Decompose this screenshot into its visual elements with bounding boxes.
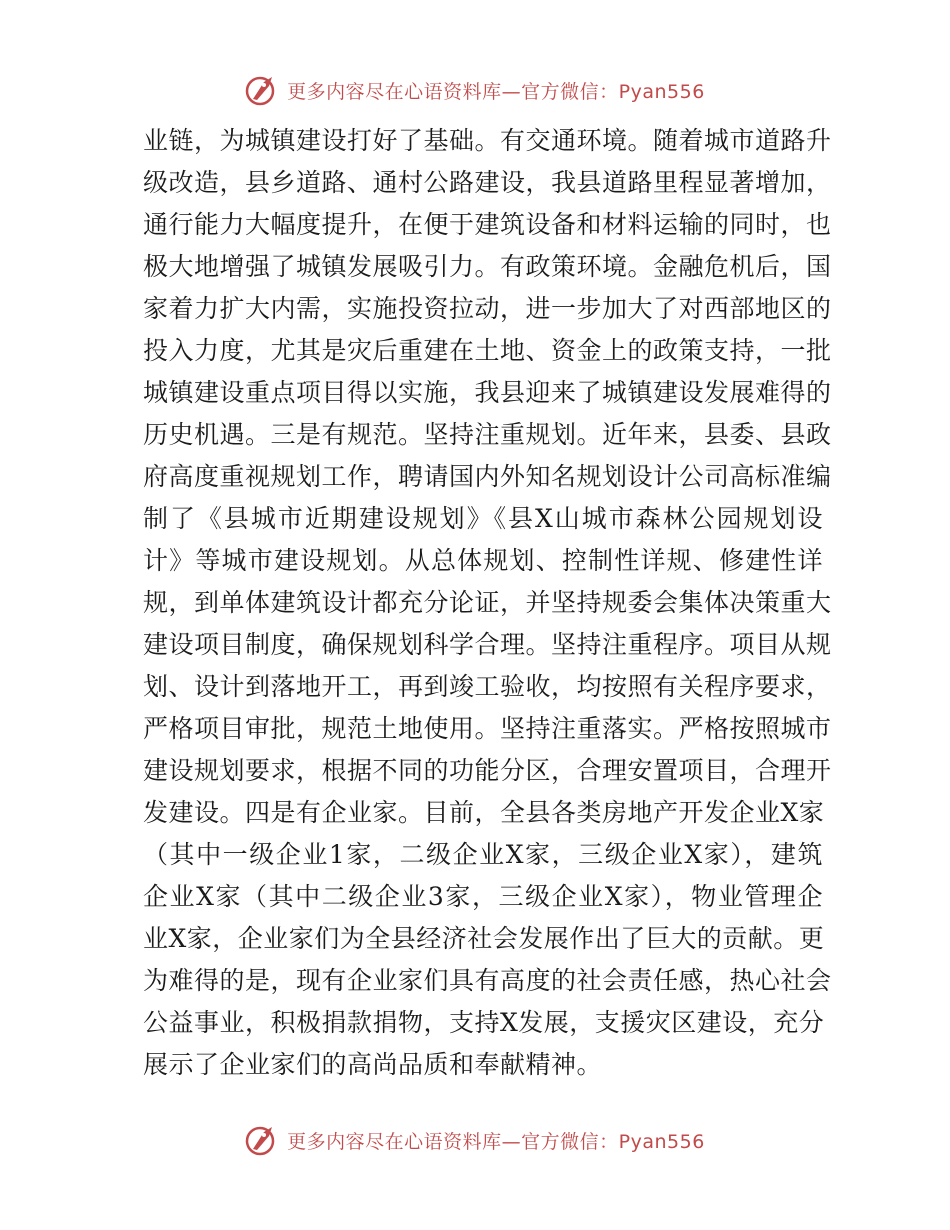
header-banner-text: 更多内容尽在心语资料库—官方微信：Pyan556 [287, 80, 705, 103]
body-line: 通行能力大幅度提升，在便于建筑设备和材料运输的同时，也 [143, 210, 832, 239]
body-line: 划、设计到落地开工，再到竣工验收，均按照有关程序要求， [143, 672, 832, 701]
body-line: 计》等城市建设规划。从总体规划、控制性详规、修建性详 [143, 546, 823, 575]
body-line: 制了《县城市近期建设规划》《县X山城市森林公园规划设 [143, 504, 823, 533]
body-line: 公益事业，积极捐款捐物，支持X发展，支援灾区建设，充分 [143, 1008, 825, 1037]
body-line: 规，到单体建筑设计都充分论证，并坚持规委会集体决策重大 [143, 588, 832, 617]
pen-nib-logo-icon [245, 73, 279, 107]
body-line: 发建设。四是有企业家。目前，全县各类房地产开发企业X家 [143, 798, 825, 827]
body-line: 城镇建设重点项目得以实施，我县迎来了城镇建设发展难得的 [143, 378, 832, 407]
body-line: 业链，为城镇建设打好了基础。有交通环境。随着城市道路升 [143, 126, 832, 155]
header-banner [0, 70, 950, 110]
body-line: 历史机遇。三是有规范。坚持注重规划。近年来，县委、县政 [143, 420, 832, 449]
body-line: （其中一级企业1家，二级企业X家，三级企业X家），建筑 [143, 840, 823, 869]
body-line: 建设项目制度，确保规划科学合理。坚持注重程序。项目从规 [143, 630, 832, 659]
body-line: 业X家，企业家们为全县经济社会发展作出了巨大的贡献。更 [143, 924, 825, 953]
body-line: 投入力度，尤其是灾后重建在土地、资金上的政策支持，一批 [143, 336, 832, 365]
document-body [143, 120, 832, 1086]
body-line: 极大地增强了城镇发展吸引力。有政策环境。金融危机后，国 [143, 252, 832, 281]
body-line: 府高度重视规划工作，聘请国内外知名规划设计公司高标准编 [143, 462, 832, 491]
body-line: 严格项目审批，规范土地使用。坚持注重落实。严格按照城市 [143, 714, 832, 743]
footer-banner-text: 更多内容尽在心语资料库—官方微信：Pyan556 [287, 1130, 705, 1153]
body-line: 建设规划要求，根据不同的功能分区，合理安置项目，合理开 [143, 756, 832, 785]
body-line: 家着力扩大内需，实施投资拉动，进一步加大了对西部地区的 [143, 294, 832, 323]
body-line: 展示了企业家们的高尚品质和奉献精神。 [143, 1050, 603, 1079]
pen-nib-logo-icon [245, 1123, 279, 1157]
body-line: 级改造，县乡道路、通村公路建设，我县道路里程显著增加， [143, 168, 832, 197]
footer-banner [0, 1120, 950, 1160]
body-line: 企业X家（其中二级企业3家，三级企业X家），物业管理企 [143, 882, 823, 911]
body-line: 为难得的是，现有企业家们具有高度的社会责任感，热心社会 [143, 966, 832, 995]
